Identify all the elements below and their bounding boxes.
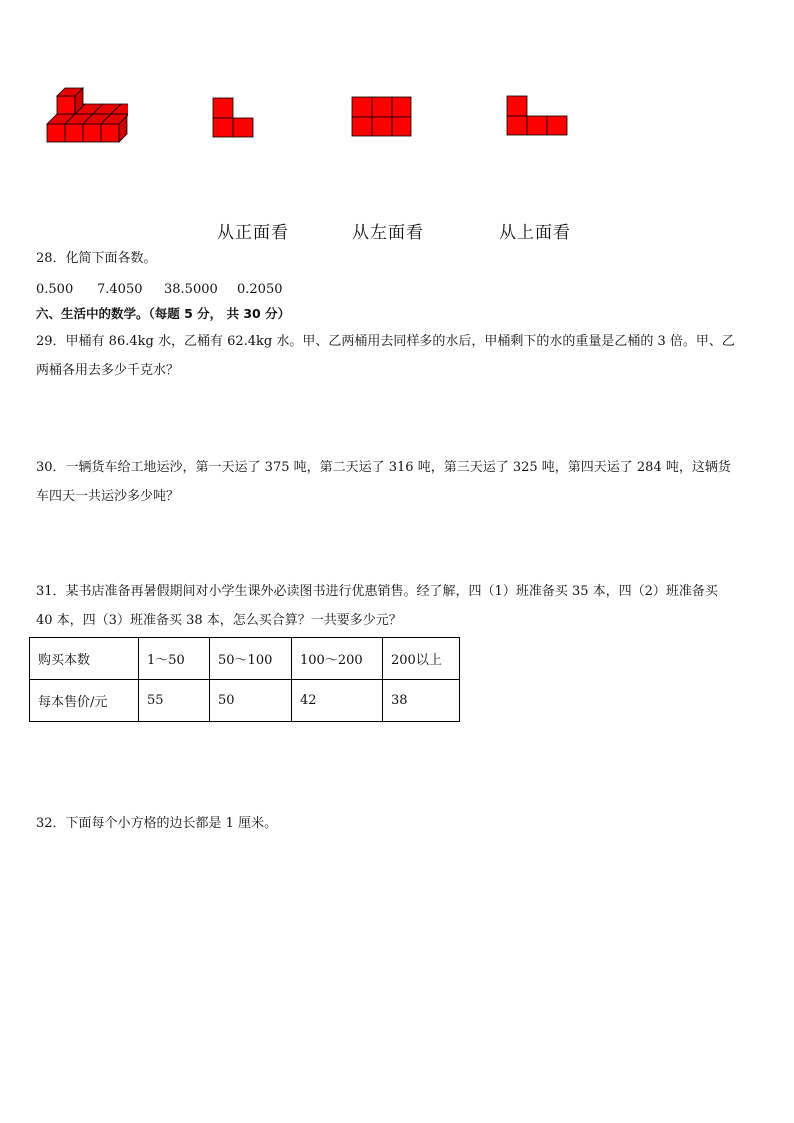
table-cell: 55 [139, 680, 210, 722]
q28-number-3: 38.5000 [164, 282, 218, 297]
q31-line-2: 40 本，四（3）班准备买 38 本，怎么买合算？一共要多少元？ [36, 613, 402, 628]
section-6-title: 六、生活中的数学。（每题 5 分， 共 30 分） [36, 306, 291, 321]
table-row [30, 638, 460, 680]
price-table [29, 637, 460, 722]
q28-prompt: 28．化简下面各数。 [36, 251, 157, 266]
label-top-view: 从上面看 [499, 223, 571, 243]
table-cell: 每本售价/元 [30, 680, 139, 722]
q31-line-1: 31．某书店准备再暑假期间对小学生课外必读图书进行优惠销售。经了解，四（1）班准备买 35 本，四（2）班准备买 [36, 584, 718, 599]
table-cell: 50～100 [210, 638, 292, 680]
q28-number-1: 0.500 [36, 282, 74, 297]
top-view-figure [506, 95, 570, 137]
table-cell: 购买本数 [30, 638, 139, 680]
q30-line-1: 30．一辆货车给工地运沙，第一天运了 375 吨，第二天运了 316 吨，第三天运了 325 吨，第四天运了 284 吨，这辆货 [36, 460, 731, 475]
left-view-figure [351, 96, 413, 138]
label-left-view: 从左面看 [352, 223, 424, 243]
table-cell: 38 [383, 680, 460, 722]
table-cell: 42 [292, 680, 383, 722]
table-cell: 50 [210, 680, 292, 722]
q30-line-2: 车四天一共运沙多少吨？ [36, 489, 180, 504]
table-cell: 1～50 [139, 638, 210, 680]
table-row [30, 680, 460, 722]
q29-line-2: 两桶各用去多少千克水？ [36, 363, 180, 378]
front-view-figure [212, 97, 256, 139]
q28-number-4: 0.2050 [237, 282, 283, 297]
q28-number-2: 7.4050 [97, 282, 143, 297]
q32-prompt: 32．下面每个小方格的边长都是 1 厘米。 [36, 816, 278, 831]
label-front-view: 从正面看 [217, 223, 289, 243]
table-cell: 100～200 [292, 638, 383, 680]
cube-stack-figure [44, 84, 128, 146]
q29-line-1: 29．甲桶有 86.4kg 水，乙桶有 62.4kg 水。甲、乙两桶用去同样多的水后，甲桶剩下的水的重量是乙桶的 3 倍。甲、乙 [36, 334, 735, 349]
table-cell: 200以上 [383, 638, 460, 680]
